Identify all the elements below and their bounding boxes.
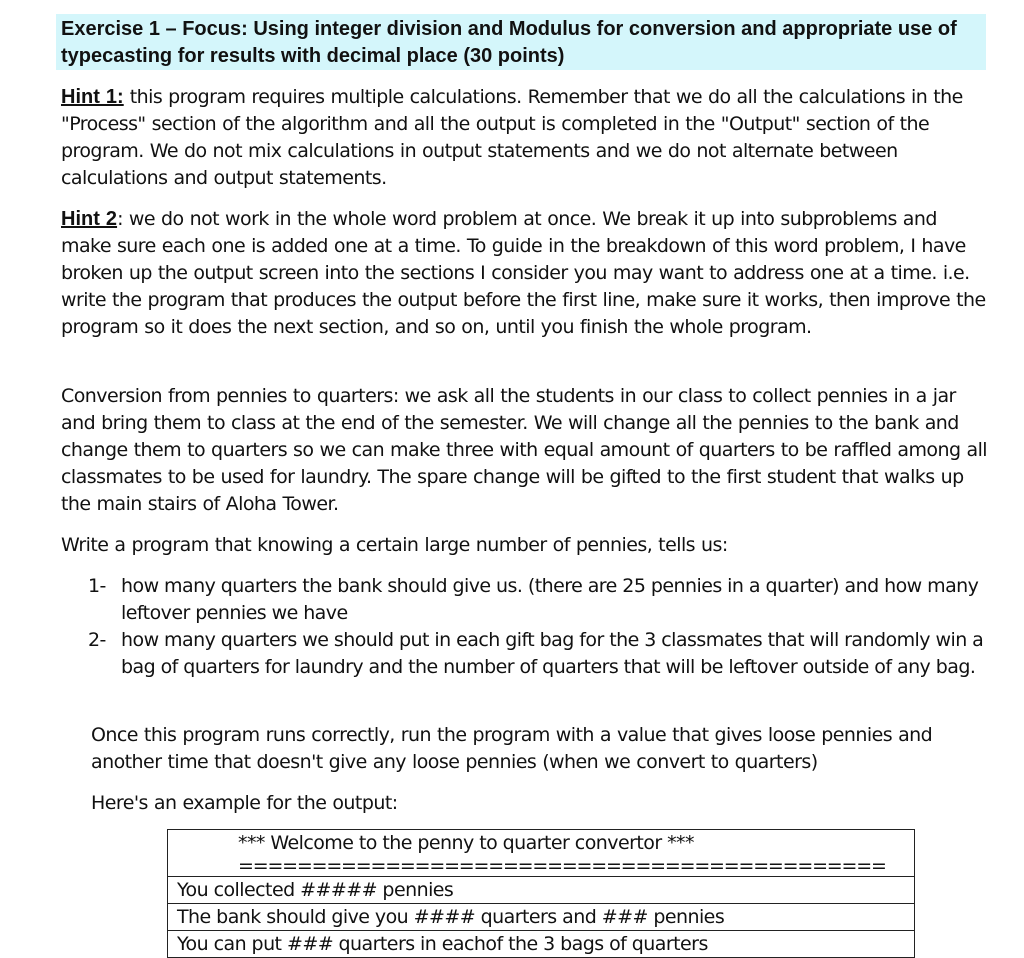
list-number: 2- — [88, 629, 106, 651]
output-row-cell: You can put ### quarters in eachof the 3 bags of quarters — [168, 931, 915, 958]
exercise-title: Exercise 1 – Focus: Using integer division and Modulus for conversion and appropriate use of typecasting for results with decimal place (30 points) — [61, 18, 957, 67]
hint-1-paragraph — [61, 84, 991, 192]
conversion-paragraph: Conversion from pennies to quarters: we ask all the students in our class to collect pennies in a jar and bring them to class at the end of the semester. We will change all the pennies to the bank and change them to quarters so we can make three with equal amount of quarters to be raffled among all classmates to be used for laundry. The spare change will be gifted to the first student that walks up the main stairs of Aloha Tower. — [61, 385, 988, 515]
list-item-text: how many quarters we should put in each gift bag for the 3 classmates that will randomly win a bag of quarters for laundry and the number of quarters that will be leftover outside of any bag. — [121, 629, 984, 678]
output-separator: ============================================ — [238, 856, 886, 876]
list-number: 1- — [88, 575, 106, 597]
hint-2-paragraph — [61, 206, 991, 341]
list-item — [88, 627, 988, 681]
hint-2-label: Hint 2 — [61, 208, 118, 230]
output-example-table — [167, 829, 915, 958]
output-row-cell: The bank should give you #### quarters and ### pennies — [168, 904, 915, 931]
task-list — [88, 573, 988, 681]
table-row — [168, 904, 915, 931]
list-item — [88, 573, 988, 627]
table-row — [168, 931, 915, 958]
table-row — [168, 877, 915, 904]
hint-1-label: Hint 1: — [61, 86, 124, 108]
output-header: *** Welcome to the penny to quarter convertor *** — [238, 832, 694, 854]
output-header-cell — [168, 830, 915, 877]
hint-1-text: this program requires multiple calculations. Remember that we do all the calculations in the "Process" section of the algorithm and all the output is completed in the "Output" section of the program. We do not mix calculations in output statements and we do not alternate between calculations and output statements. — [61, 86, 963, 189]
write-program-intro: Write a program that knowing a certain large number of pennies, tells us: — [61, 534, 728, 556]
hint-2-text: : we do not work in the whole word problem at once. We break it up into subproblems and make sure each one is added one at a time. To guide in the breakdown of this word problem, I have broken up the output screen into the sections I consider you may want to address one at a time. i.e. write the program that produces the output before the first line, make sure it works, then improve the program so it does the next section, and so on, until you finish the whole program. — [61, 208, 986, 338]
output-row-cell: You collected ##### pennies — [168, 877, 915, 904]
table-row — [168, 830, 915, 877]
run-instructions: Once this program runs correctly, run the program with a value that gives loose pennies and another time that doesn't give any loose pennies (when we convert to quarters) — [91, 724, 933, 773]
list-item-text: how many quarters the bank should give us. (there are 25 pennies in a quarter) and how many leftover pennies we have — [121, 575, 979, 624]
example-intro: Here's an example for the output: — [91, 792, 398, 814]
